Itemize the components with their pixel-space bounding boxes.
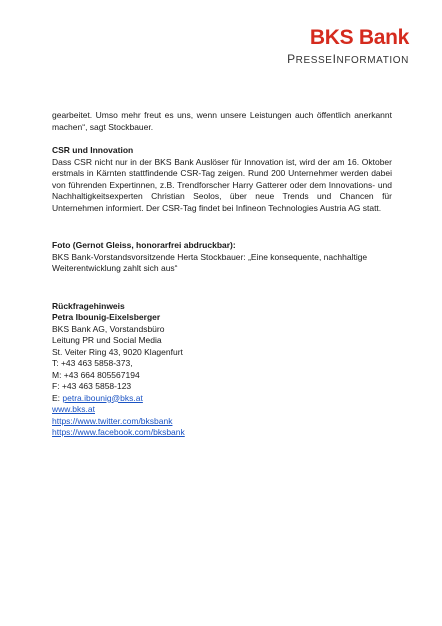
logo — [287, 27, 409, 66]
brand-name: BKS Bank — [309, 26, 409, 49]
photo-heading: Foto (Gernot Gleiss, honorarfrei abdruckbar): — [52, 240, 236, 250]
twitter-link[interactable]: https://www.twitter.com/bksbank — [52, 415, 173, 426]
contact-role: Leitung PR und Social Media — [52, 335, 162, 345]
subtitle-initial-i: I — [332, 52, 337, 66]
subtitle-part-1: RESSE — [295, 55, 333, 66]
contact-fax: F: +43 463 5858-123 — [52, 381, 132, 391]
subtitle-part-2: NFORMATION — [336, 55, 409, 66]
document-body — [52, 110, 392, 439]
contact-company: BKS Bank AG, Vorstandsbüro — [52, 323, 165, 334]
contact-mobile: M: +43 664 805567194 — [52, 369, 140, 380]
subtitle-initial-p: P — [287, 52, 296, 66]
intro-paragraph: gearbeitet. Umso mehr freut es uns, wenn unsere Leistungen auch öffentlich anerkannt machen“, sagt Stockbauer. — [52, 110, 392, 132]
csr-heading: CSR und Innovation — [52, 145, 134, 155]
contact-address: St. Veiter Ring 43, 9020 Klagenfurt — [52, 346, 183, 357]
contact-heading: Rückfragehinweis — [52, 300, 125, 311]
contact-name: Petra Ibounig-Eixelsberger — [52, 312, 161, 322]
brand-subtitle — [287, 52, 409, 66]
contact-email-line — [52, 393, 392, 405]
email-link[interactable]: petra.ibounig@bks.at — [62, 392, 143, 403]
contact-phone: T: +43 463 5858-373, — [52, 358, 133, 368]
photo-caption: BKS Bank-Vorstandsvorsitzende Herta Stockbauer: „Eine konsequente, nachhaltige Weiterentwicklung zahlt sich aus“ — [52, 251, 368, 273]
facebook-link[interactable]: https://www.facebook.com/bksbank — [52, 427, 185, 437]
email-prefix: E: — [52, 392, 63, 403]
csr-paragraph: Dass CSR nicht nur in der BKS Bank Auslöser für Innovation ist, wird der am 16. Oktober erstmals in Kärnten stattfindende CSR-Tag zeigen. Rund 200 Unternehmer werden dabei von führenden Expertinnen, z.B. Trendforscher Harry Gatterer oder dem Innovations- und Nachhaltigkeitsexperten Christian Seolos, über neue Trends und Chancen für Unternehmen informiert. Der CSR-Tag findet bei Infineon Technologies Austria AG statt. — [52, 156, 392, 213]
website-link[interactable]: www.bks.at — [52, 404, 95, 414]
